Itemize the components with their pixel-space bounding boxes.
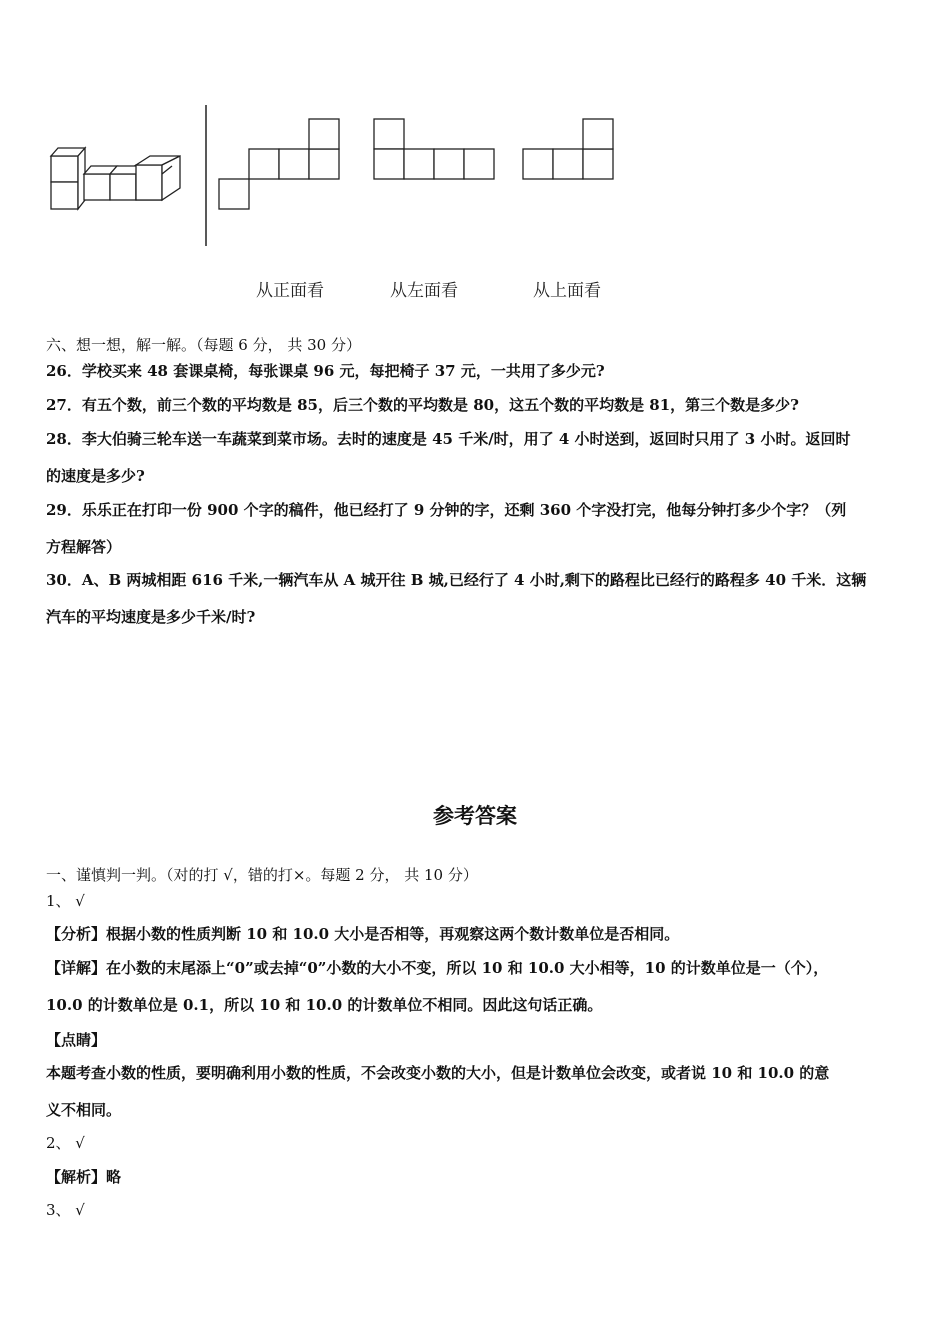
answer-2-analysis: 【解析】略 xyxy=(46,1168,122,1186)
answer-3: 3、 √ xyxy=(46,1201,85,1219)
cube-views-figure xyxy=(0,0,950,320)
answer-1-detail-line2: 10.0 的计数单位是 0.1，所以 10 和 10.0 的计数单位不相同。因此这句话正确。 xyxy=(46,996,603,1014)
question-26: 26．学校买来 48 套课桌椅，每张课桌 96 元，每把椅子 37 元，一共用了多少元? xyxy=(46,362,605,380)
top-view-grid xyxy=(523,119,613,179)
answer-1-detail-line1: 【详解】在小数的末尾添上“0”或去掉“0”小数的大小不变，所以 10 和 10.0 大小相等，10 的计数单位是一（个）， xyxy=(46,959,829,977)
question-30-line2: 汽车的平均速度是多少千米/时? xyxy=(46,608,256,626)
front-view-label: 从正面看 xyxy=(256,281,324,301)
front-view-grid xyxy=(219,119,339,209)
section6-heading: 六、想一想，解一解。（每题 6 分， 共 30 分） xyxy=(46,336,361,354)
question-29-line2: 方程解答） xyxy=(46,538,122,556)
answer-1-tip-label: 【点睛】 xyxy=(46,1031,107,1049)
question-28-line2: 的速度是多少? xyxy=(46,467,145,485)
top-view-label: 从上面看 xyxy=(533,281,601,301)
answers-title: 参考答案 xyxy=(433,804,517,828)
answer-1-tip-line2: 义不相同。 xyxy=(46,1101,122,1119)
answer-1-tip-line1: 本题考查小数的性质，要明确利用小数的性质，不会改变小数的大小，但是计数单位会改变，或者说 10 和 10.0 的意 xyxy=(46,1064,830,1082)
answer-2: 2、 √ xyxy=(46,1134,85,1152)
left-view-grid xyxy=(374,119,494,179)
question-29-line1: 29．乐乐正在打印一份 900 个字的稿件，他已经打了 9 分钟的字，还剩 360 个字没打完，他每分钟打多少个字？（列 xyxy=(46,501,847,519)
left-view-label: 从左面看 xyxy=(390,281,458,301)
question-28-line1: 28．李大伯骑三轮车送一车蔬菜到菜市场。去时的速度是 45 千米/时，用了 4 小时送到，返回时只用了 3 小时。返回时 xyxy=(46,430,851,448)
cube-solid-drawing xyxy=(51,148,180,209)
answers-section1-heading: 一、谨慎判一判。（对的打 √，错的打×。每题 2 分， 共 10 分） xyxy=(46,866,478,884)
answer-1-analysis: 【分析】根据小数的性质判断 10 和 10.0 大小是否相等，再观察这两个数计数单位是否相同。 xyxy=(46,925,680,943)
question-30-line1: 30．A、B 两城相距 616 千米,一辆汽车从 A 城开往 B 城,已经行了 4 小时,剩下的路程比已经行的路程多 40 千米．这辆 xyxy=(46,571,867,589)
question-27: 27．有五个数，前三个数的平均数是 85，后三个数的平均数是 80，这五个数的平均数是 81，第三个数是多少? xyxy=(46,396,799,414)
answer-1: 1、 √ xyxy=(46,892,85,910)
